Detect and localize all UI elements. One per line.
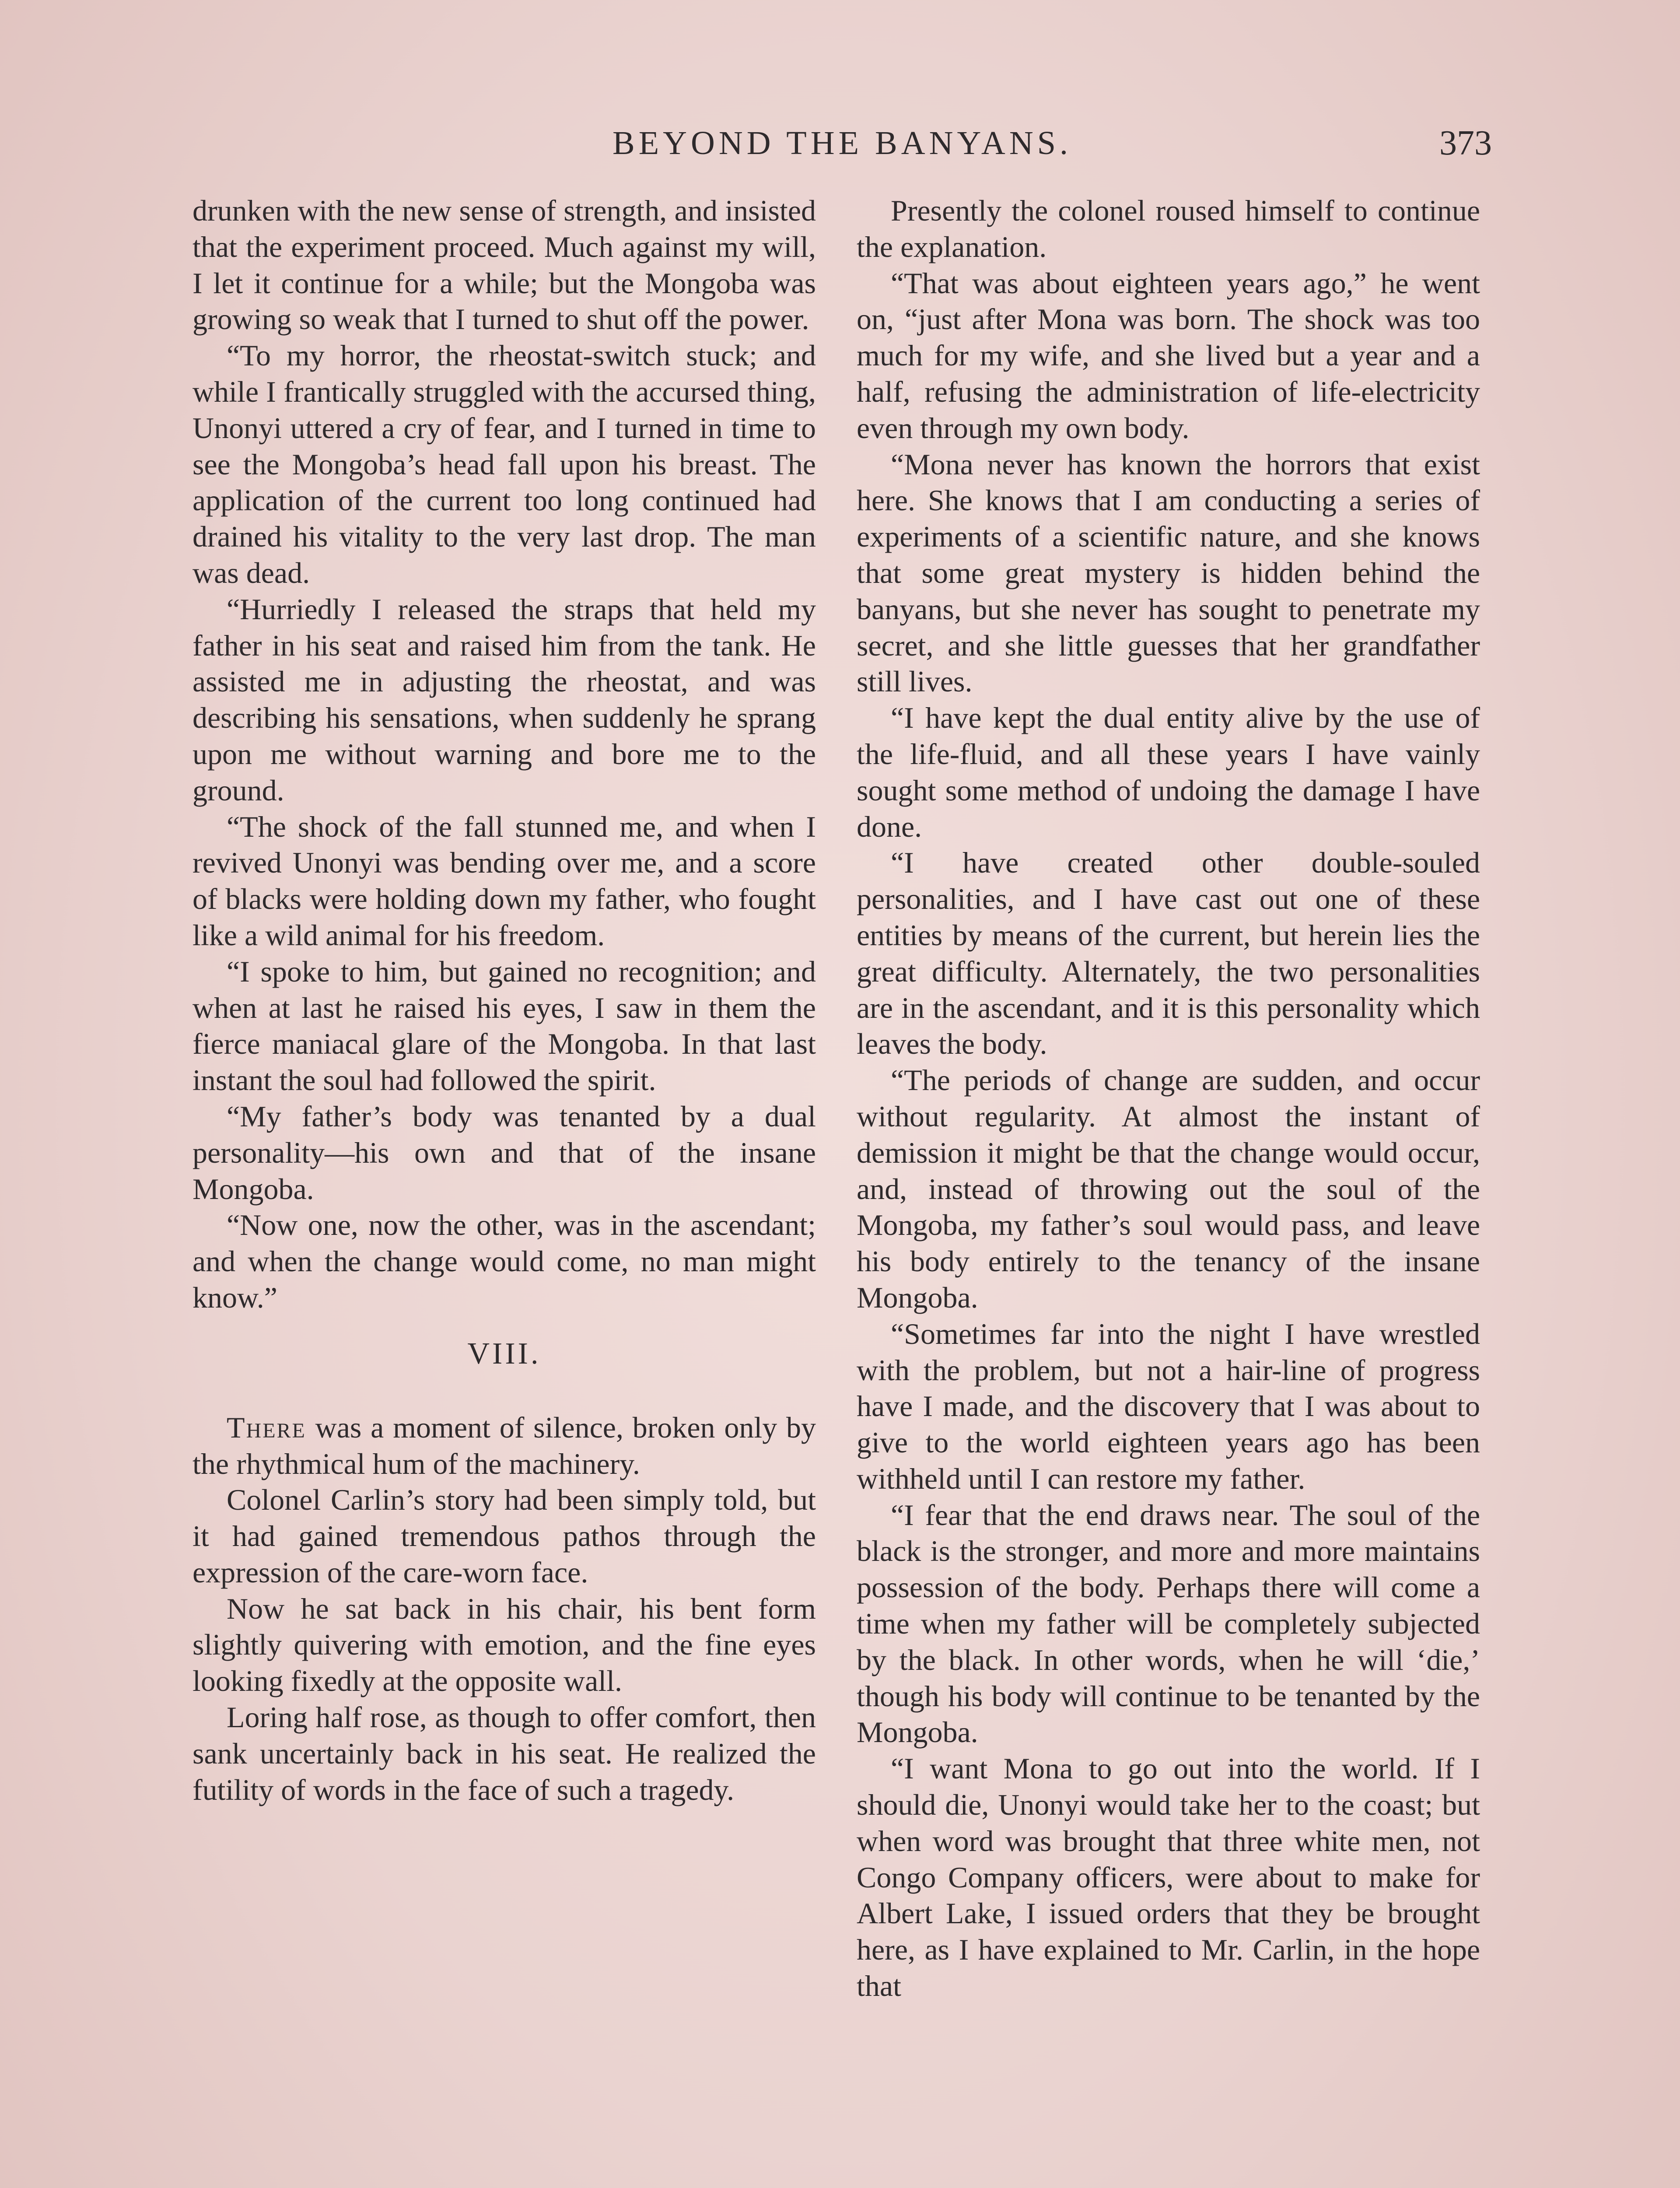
page-number: 373 bbox=[1439, 124, 1492, 162]
lead-word: There bbox=[227, 1410, 306, 1444]
paragraph: “I want Mona to go out into the world. If I should die, Unonyi would take her to the coast; but when word was brought that three white men, not Congo Company officers, were about to make for Albert Lake, I issued orders that they be brought here, as I have explained to Mr. Carlin, in the hope that bbox=[857, 1752, 1480, 2003]
paragraph: “Sometimes far into the night I have wrestled with the problem, but not a hair-line of progress have I made, and the discovery that I was about to give to the world eighteen years ago has been withheld until I can restore my father. bbox=[857, 1317, 1480, 1495]
page-header bbox=[192, 119, 1492, 167]
running-title: BEYOND THE BANYANS. bbox=[612, 125, 1072, 161]
paragraph: “Now one, now the other, was in the ascendant; and when the change would come, no man might know.” bbox=[192, 1208, 816, 1314]
paragraph: Loring half rose, as though to offer comfort, then sank uncertainly back in his seat. He realized the futility of words in the face of such a tragedy. bbox=[192, 1701, 816, 1806]
section-heading: VIII. bbox=[467, 1336, 541, 1371]
paragraph: “I have created other double-souled personalities, and I have cast out one of these entities by means of the current, but herein lies the great difficulty. Alternately, the two personalities are in the ascendant, and it is this personality which leaves the body. bbox=[857, 846, 1480, 1061]
paragraph: “I have kept the dual entity alive by the use of the life-fluid, and all these years I have vainly sought some method of undoing the damage I have done. bbox=[857, 701, 1480, 843]
paragraph: Colonel Carlin’s story had been simply told, but it had gained tremendous pathos through the expression of the care-worn face. bbox=[192, 1483, 816, 1589]
paragraph: “I fear that the end draws near. The soul of the black is the stronger, and more and more maintains possession of the body. Perhaps there will come a time when my father will be completely subjected by the black. In other words, when he will ‘die,’ though his body will continue to be tenanted by the Mongoba. bbox=[857, 1498, 1480, 1749]
paragraph: “Mona never has known the horrors that exist here. She knows that I am conducting a series of experiments of a scientific nature, and she knows that some great mystery is hidden behind the banyans, but she never has sought to penetrate my secret, and she little guesses that her grandfather still lives. bbox=[857, 447, 1480, 698]
paragraph: drunken with the new sense of strength, and insisted that the experiment proceed. Much against my will, I let it continue for a while; but the Mongoba was growing so weak that I turned to shut off the power. bbox=[192, 194, 816, 336]
paragraph: “Hurriedly I released the straps that held my father in his seat and raised him from the tank. He assisted me in adjusting the rheostat, and was describing his sensations, when suddenly he sprang upon me without warning and bore me to the ground. bbox=[192, 592, 816, 807]
paragraph: “The periods of change are sudden, and occur without regularity. At almost the instant of demission it might be that the change would occur, and, instead of throwing out the soul of the Mongoba, my father’s soul would pass, and leave his body entirely to the tenancy of the insane Mongoba. bbox=[857, 1063, 1480, 1314]
paragraph bbox=[192, 1410, 816, 1482]
left-column bbox=[192, 193, 816, 1808]
paragraph: “To my horror, the rheostat-switch stuck; and while I frantically struggled with the accursed thing, Unonyi uttered a cry of fear, and I turned in time to see the Mongoba’s head fall upon his breast. The application of the current too long continued had drained his vitality to the very last drop. The man was dead. bbox=[192, 339, 816, 589]
paragraph: “I spoke to him, but gained no recognition; and when at last he raised his eyes, I saw in them the fierce maniacal glare of the Mongoba. In that last instant the soul had followed the spirit. bbox=[192, 954, 816, 1097]
paragraph: “My father’s body was tenanted by a dual personality—his own and that of the insane Mongoba. bbox=[192, 1099, 816, 1206]
paragraph: “The shock of the fall stunned me, and when I revived Unonyi was bending over me, and a score of blacks were holding down my father, who fought like a wild animal for his freedom. bbox=[192, 810, 816, 952]
paragraph-text: was a moment of silence, broken only by the rhythmical hum of the machinery. bbox=[192, 1410, 816, 1480]
paragraph: Presently the colonel roused himself to continue the explanation. bbox=[857, 194, 1480, 263]
paragraph: Now he sat back in his chair, his bent form slightly quivering with emotion, and the fine eyes looking fixedly at the opposite wall. bbox=[192, 1592, 816, 1698]
paragraph: “That was about eighteen years ago,” he went on, “just after Mona was born. The shock was too much for my wife, and she lived but a year and a half, refusing the administration of life-electricity even through my own body. bbox=[857, 266, 1480, 445]
right-column bbox=[857, 193, 1480, 2004]
